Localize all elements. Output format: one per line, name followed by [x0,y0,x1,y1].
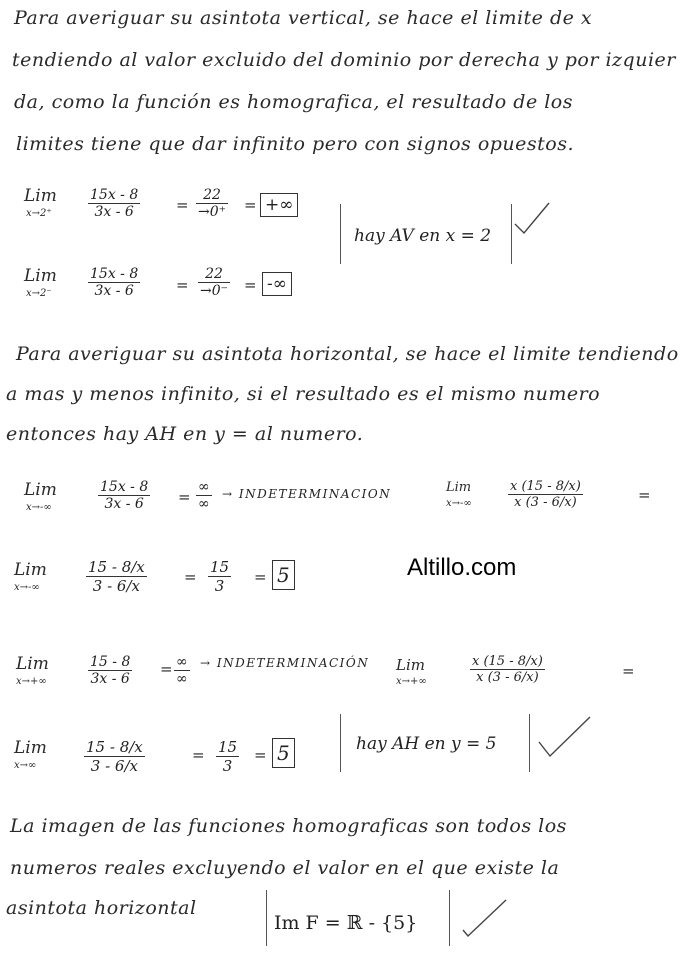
numerator: 15 [218,738,238,756]
fraction-result [174,654,190,687]
lim-subscript: x→-∞ [446,498,472,509]
equals-sign: = [244,196,257,214]
denominator: ∞ [176,671,188,687]
fraction-result [216,738,239,775]
denominator: 3x - 6 [90,671,130,687]
denominator: x (3 - 6/x) [514,495,577,510]
lim-word: Lim [24,186,57,206]
lim-subscript: x→2⁻ [26,288,52,299]
fraction-expression [88,187,140,220]
checkmark-icon [460,896,510,940]
denominator: 3 [214,577,225,595]
lim-subscript: x→+∞ [396,676,427,687]
fraction-factored [470,654,545,685]
lim-subscript: x→2⁺ [26,208,52,219]
indeterminacion-label: → INDETERMINACION [222,487,392,501]
lim-word: Lim [396,656,425,674]
numerator: 15 - 8/x [88,558,145,576]
numerator: 15x - 8 [100,479,149,495]
denominator: 3 [222,757,233,775]
fraction-result [196,479,212,512]
numerator: 15 - 8 [90,654,131,670]
denominator: x (3 - 6/x) [476,670,539,685]
checkmark-icon [536,714,592,758]
horizontal-intro-line-3: entonces hay AH en y = al numero. [6,423,364,445]
watermark-text: Altillo.com [407,554,517,581]
vertical-intro-line-1: Para averiguar su asintota vertical, se hace el limite de x [14,7,593,29]
fraction-result [196,187,228,220]
numerator: ∞ [198,479,210,495]
denominator: →0⁺ [198,204,227,220]
vertical-intro-line-4: limites tiene que dar infinito pero con signos opuestos. [16,133,575,155]
equals-sign: = [254,568,267,586]
fraction-expression [88,654,132,687]
result-box-plus-infinity: +∞ [260,193,298,217]
indeterminacion-label: → INDETERMINACIÓN [200,656,370,670]
checkmark-icon [512,200,552,236]
fraction-expression [84,738,145,775]
numerator: x (15 - 8/x) [472,654,543,669]
denominator: ∞ [198,496,210,512]
equals-sign: = [184,568,197,586]
av-conclusion: hay AV en x = 2 [354,226,492,246]
lim-word: Lim [14,560,47,580]
lim-word: Lim [16,654,49,674]
fraction-expression [86,558,147,595]
horizontal-intro-line-1: Para averiguar su asintota horizontal, se hace el limite tendiendo [16,343,679,365]
lim-subscript: x→+∞ [16,676,47,687]
lim-word: Lim [24,480,57,500]
image-text-line-3: asintota horizontal [6,897,197,919]
result-box-five: 5 [272,738,295,768]
lim-subscript: x→-∞ [26,502,52,513]
vertical-intro-line-2: tendiendo al valor excluido del dominio por derecha y por izquier [12,49,676,71]
numerator: 22 [198,266,230,283]
image-text-line-2: numeros reales excluyendo el valor en el que existe la [10,857,560,879]
equals-sign: = [178,488,191,506]
equals-sign: = [638,486,651,504]
denominator: →0⁻ [200,283,229,299]
equals-sign: = [244,276,257,294]
numerator: x (15 - 8/x) [510,479,581,494]
image-result: Im F = ℝ - {5} [274,912,418,934]
equals-sign: = [176,276,189,294]
denominator: 3x - 6 [94,283,134,299]
ah-conclusion: hay AH en y = 5 [356,734,497,754]
lim-subscript: x→-∞ [14,582,40,593]
result-box-minus-infinity: -∞ [262,272,292,296]
fraction-result [198,266,230,299]
denominator: 3x - 6 [94,204,134,220]
equals-sign: = [160,660,173,678]
numerator: 15x - 8 [90,187,139,203]
numerator: ∞ [176,654,188,670]
denominator: 3x - 6 [104,496,144,512]
numerator: 15 [210,558,230,576]
lim-word: Lim [24,266,57,286]
lim-word: Lim [446,480,472,495]
equals-sign: = [192,746,205,764]
equals-sign: = [176,196,189,214]
fraction-result [208,558,231,595]
numerator: 15x - 8 [90,266,139,282]
denominator: 3 - 6/x [92,577,140,595]
numerator: 15 - 8/x [86,738,143,756]
result-box-five: 5 [272,560,295,590]
equals-sign: = [254,746,267,764]
fraction-expression [88,266,140,299]
horizontal-intro-line-2: a mas y menos infinito, si el resultado es el mismo numero [6,383,601,405]
lim-subscript: x→∞ [14,760,37,771]
fraction-factored [508,479,583,510]
fraction-expression [98,479,150,512]
vertical-intro-line-3: da, como la función es homografica, el resultado de los [14,91,573,113]
image-text-line-1: La imagen de las funciones homograficas son todos los [10,815,567,837]
numerator: 22 [196,187,228,204]
lim-word: Lim [14,738,47,758]
denominator: 3 - 6/x [90,757,138,775]
equals-sign: = [622,662,635,680]
